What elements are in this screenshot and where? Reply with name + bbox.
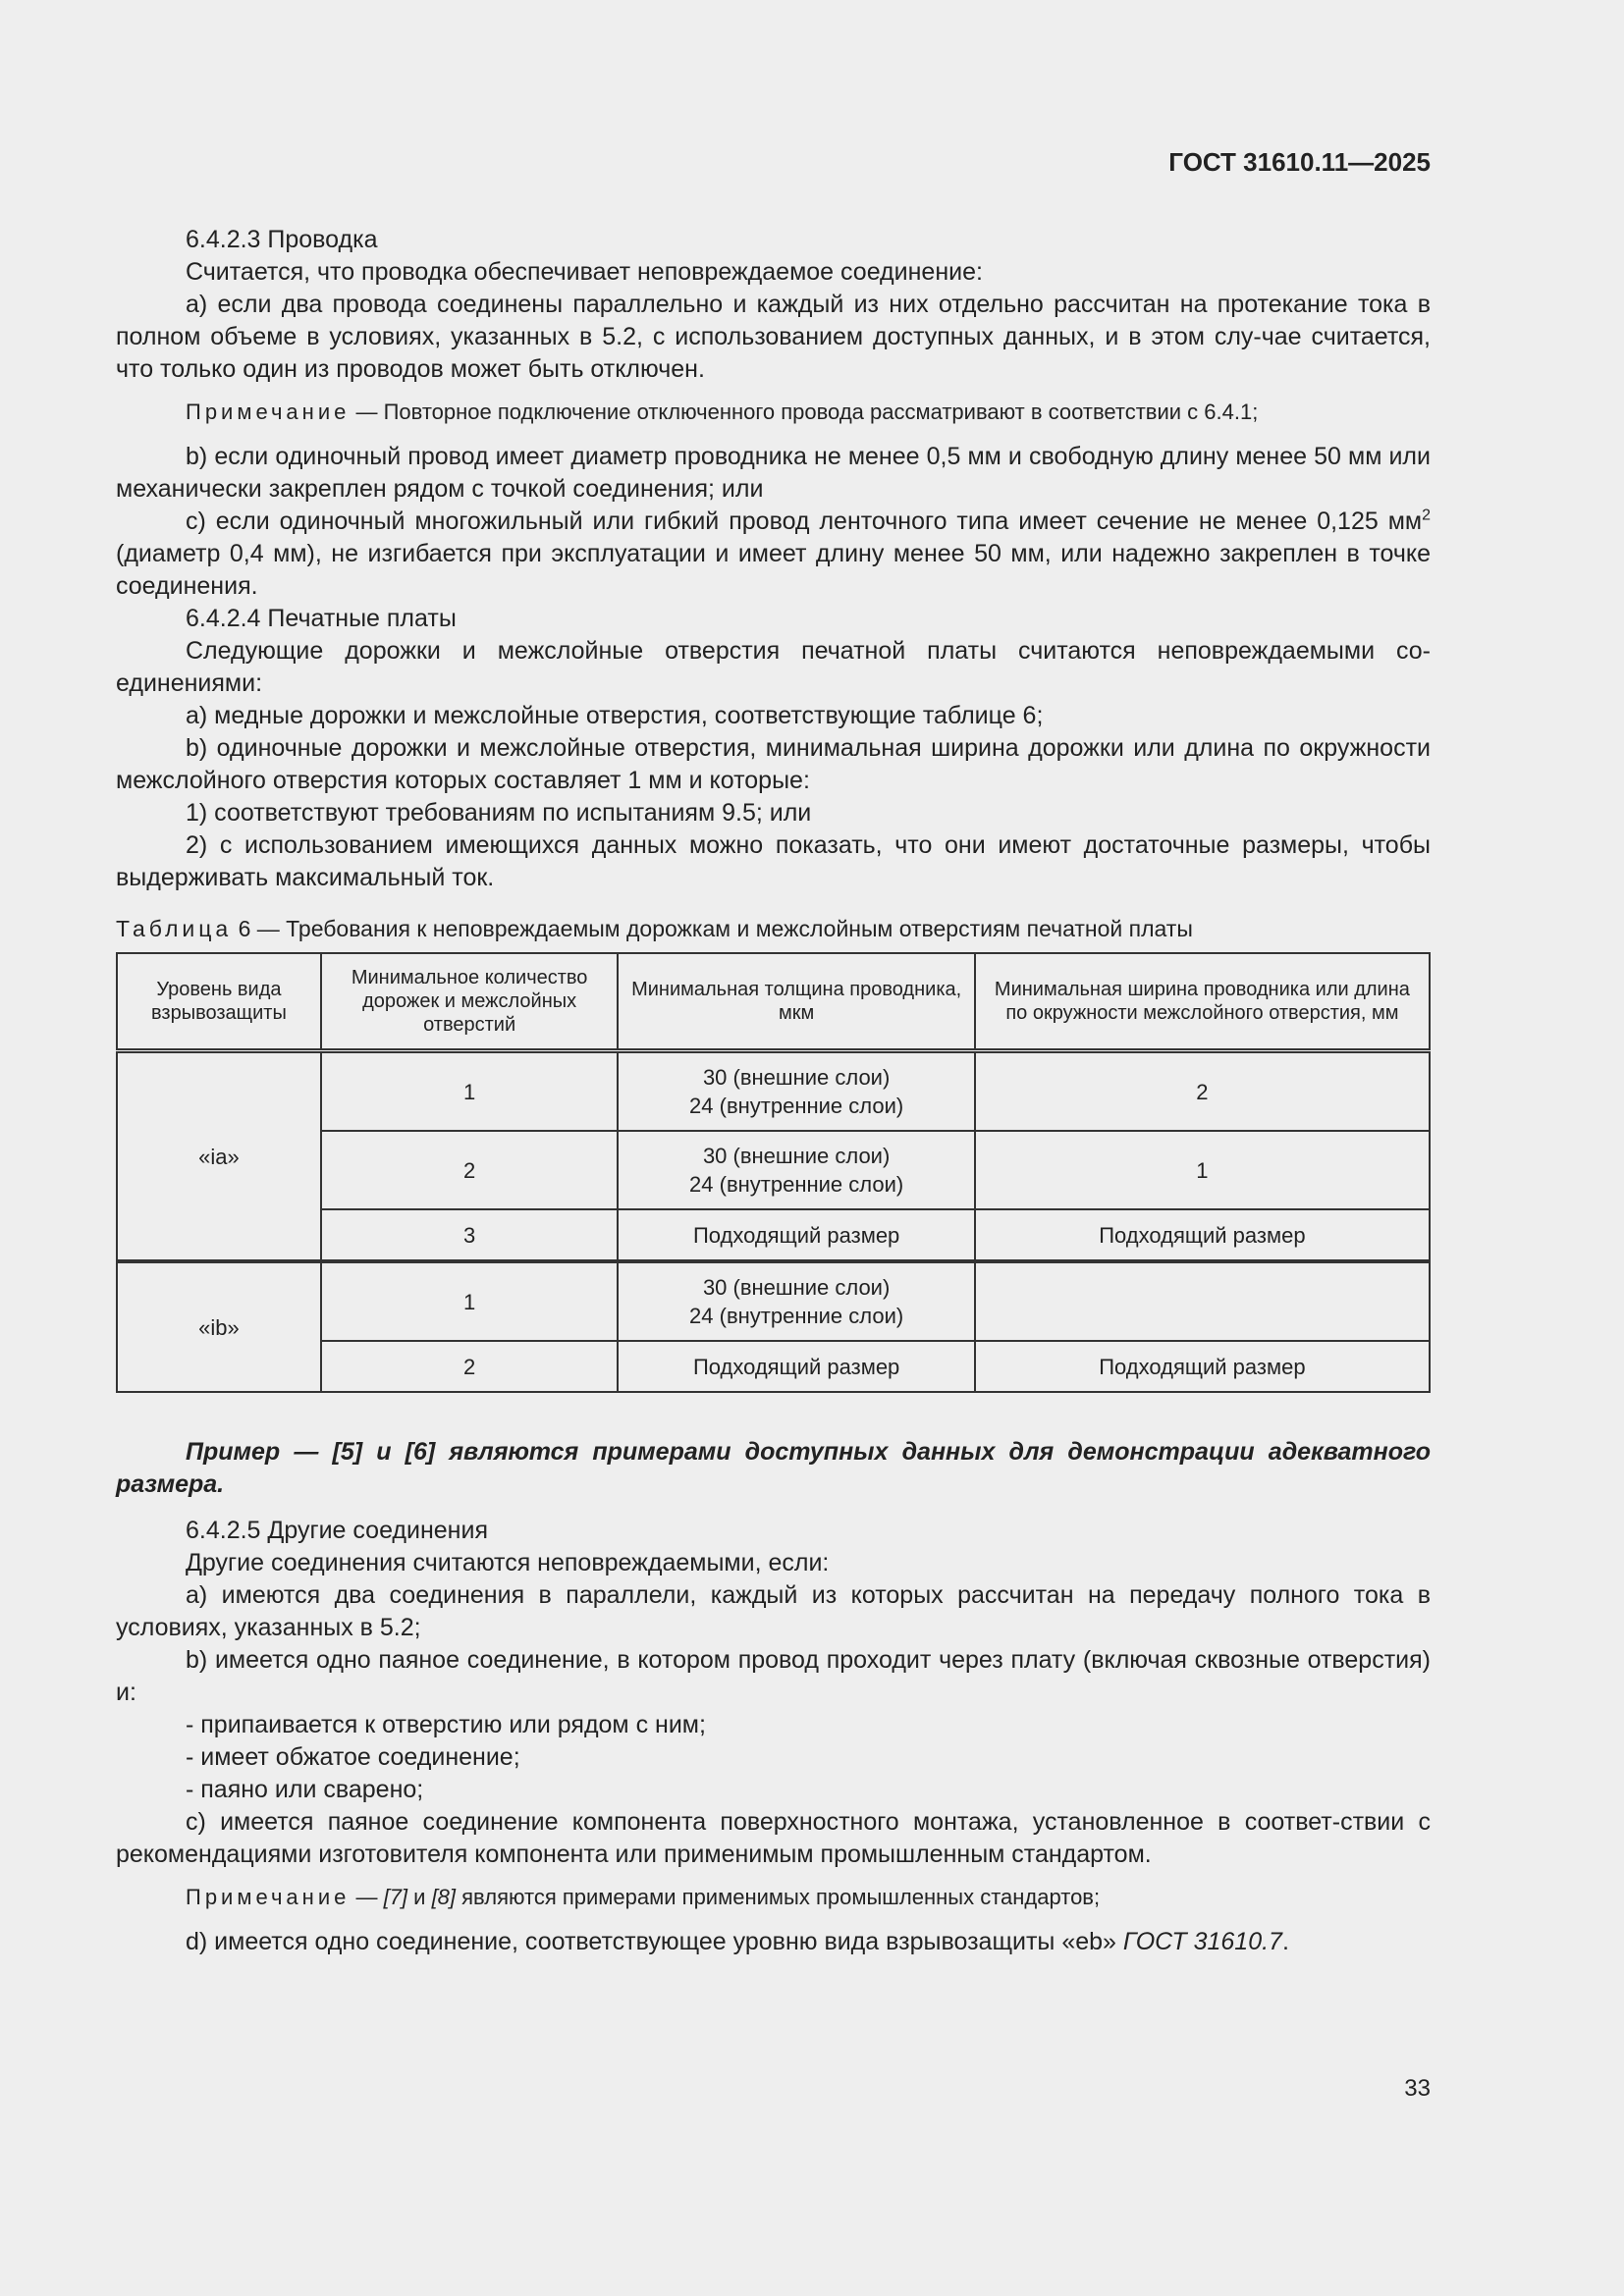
protection-level-cell: «ib» xyxy=(117,1261,321,1392)
table-cell-line: 24 (внутренние слои) xyxy=(689,1094,904,1118)
requirements-table xyxy=(116,952,1431,1393)
note-label: Примечание xyxy=(186,400,351,424)
list-item-text: (диаметр 0,4 мм), не изгибается при эксплуатации и имеет длину менее 50 мм, или надежно закреплен в точке соединения. xyxy=(116,540,1431,600)
table-cell: 1 xyxy=(975,1131,1430,1209)
list-item: b) одиночные дорожки и межслойные отверстия, минимальная ширина дорожки или длина по окружности межслойного отверстия которых составляет 1 мм и которые: xyxy=(116,734,1431,794)
table-caption-text: 6 — Требования к неповреждаемым дорожкам и межслойным отверстиям печатной платы xyxy=(232,916,1193,941)
reference: [7] xyxy=(383,1885,408,1909)
note-text: — xyxy=(350,1885,384,1909)
note xyxy=(116,1883,1431,1912)
table-header-row xyxy=(117,953,1430,1051)
note-text: и xyxy=(407,1885,432,1909)
table-cell: Подходящий размер xyxy=(618,1209,974,1261)
table-cell xyxy=(618,1051,974,1132)
table-cell: 2 xyxy=(321,1341,619,1392)
table-cell-line: 24 (внутренние слои) xyxy=(689,1304,904,1328)
table-cell: Подходящий размер xyxy=(975,1209,1430,1261)
note-label: Примечание xyxy=(186,1885,351,1909)
list-item-text: . xyxy=(1281,1928,1289,1955)
list-item: а) имеются два соединения в параллели, каждый из которых рассчитан на передачу полного тока в условиях, указанных в 5.2; xyxy=(116,1581,1431,1641)
table-cell: Подходящий размер xyxy=(618,1341,974,1392)
document-id-header: ГОСТ 31610.11—2025 xyxy=(1168,147,1431,177)
example-text: Пример — [5] и [6] являются примерами доступных данных для демонстрации адекватного размера. xyxy=(116,1438,1431,1498)
section-heading: 6.4.2.4 Печатные платы xyxy=(186,605,457,632)
list-item: а) если два провода соединены параллельно и каждый из них отдельно рассчитан на протекание тока в полном объеме в условиях, указанных в 5.2, с использованием доступных данных, и в этом слу-чае считается, что только один из проводов может быть отключен. xyxy=(116,291,1431,383)
table-header-cell: Уровень вида взрывозащиты xyxy=(117,953,321,1051)
list-item: b) имеется одно паяное соединение, в котором провод проходит через плату (включая сквозные отверстия) и: xyxy=(116,1646,1431,1706)
table-cell: 3 xyxy=(321,1209,619,1261)
superscript: 2 xyxy=(1422,507,1431,524)
paragraph: Следующие дорожки и межслойные отверстия печатной платы считаются неповреждаемыми со-единениями: xyxy=(116,637,1431,697)
page-number: 33 xyxy=(1404,2075,1431,2102)
list-item-text: c) если одиночный многожильный или гибкий провод ленточного типа имеет сечение не менее 0,125 мм xyxy=(186,507,1423,535)
list-item xyxy=(116,1926,1431,1958)
dash-item: - припаивается к отверстию или рядом с ним; xyxy=(186,1711,706,1738)
list-item: b) если одиночный провод имеет диаметр проводника не менее 0,5 мм и свободную длину менее 50 мм или механически закреплен рядом с точкой соединения; или xyxy=(116,443,1431,503)
dash-item: - имеет обжатое соединение; xyxy=(186,1743,520,1771)
reference: ГОСТ 31610.7 xyxy=(1122,1928,1282,1955)
list-item xyxy=(116,506,1431,603)
sub-list-item: 1) соответствуют требованиям по испытаниям 9.5; или xyxy=(186,799,812,827)
table-cell-line: 30 (внешние слои) xyxy=(702,1275,891,1300)
table-header-cell: Минимальная ширина проводника или длина по окружности межслойного отверстия, мм xyxy=(975,953,1430,1051)
list-item: c) имеется паяное соединение компонента поверхностного монтажа, установленное в соответ-ствии с рекомендациями изготовителя компонента или применимым промышленным стандартом. xyxy=(116,1808,1431,1868)
list-item: а) медные дорожки и межслойные отверстия, соответствующие таблице 6; xyxy=(186,702,1044,729)
table-cell xyxy=(975,1261,1430,1341)
table-cell-line: 24 (внутренние слои) xyxy=(689,1172,904,1197)
table-cell-line: 30 (внешние слои) xyxy=(702,1144,891,1168)
table-cell: Подходящий размер xyxy=(975,1341,1430,1392)
table-caption-label: Таблица xyxy=(116,916,233,941)
table-row xyxy=(117,1261,1430,1341)
paragraph: Считается, что проводка обеспечивает неповреждаемое соединение: xyxy=(186,258,983,286)
note xyxy=(116,398,1431,427)
table-cell: 2 xyxy=(321,1131,619,1209)
reference: [8] xyxy=(431,1885,457,1909)
table-cell: 1 xyxy=(321,1261,619,1341)
table-cell: 1 xyxy=(321,1051,619,1132)
table-cell-line: 30 (внешние слои) xyxy=(702,1065,891,1090)
table-cell xyxy=(618,1261,974,1341)
protection-level-cell: «ia» xyxy=(117,1051,321,1262)
table-row xyxy=(117,1051,1430,1132)
table-cell xyxy=(618,1131,974,1209)
note-text: являются примерами применимых промышленных стандартов; xyxy=(456,1885,1101,1909)
table-caption xyxy=(116,916,1431,942)
section-heading: 6.4.2.3 Проводка xyxy=(186,226,378,253)
note-text: — Повторное подключение отключенного провода рассматривают в соответствии с 6.4.1; xyxy=(350,400,1259,424)
table-header-cell: Минимальная толщина проводника, мкм xyxy=(618,953,974,1051)
sub-list-item: 2) с использованием имеющихся данных можно показать, что они имеют достаточные размеры, чтобы выдерживать максимальный ток. xyxy=(116,831,1431,891)
section-heading: 6.4.2.5 Другие соединения xyxy=(186,1517,488,1544)
dash-item: - паяно или сварено; xyxy=(186,1776,424,1803)
list-item-text: d) имеется одно соединение, соответствующее уровню вида взрывозащиты «eb» xyxy=(186,1928,1123,1955)
table-header-cell: Минимальное количество дорожек и межслойных отверстий xyxy=(321,953,619,1051)
paragraph: Другие соединения считаются неповреждаемыми, если: xyxy=(186,1549,830,1576)
table-cell: 2 xyxy=(975,1051,1430,1132)
document-body xyxy=(116,224,1431,1958)
